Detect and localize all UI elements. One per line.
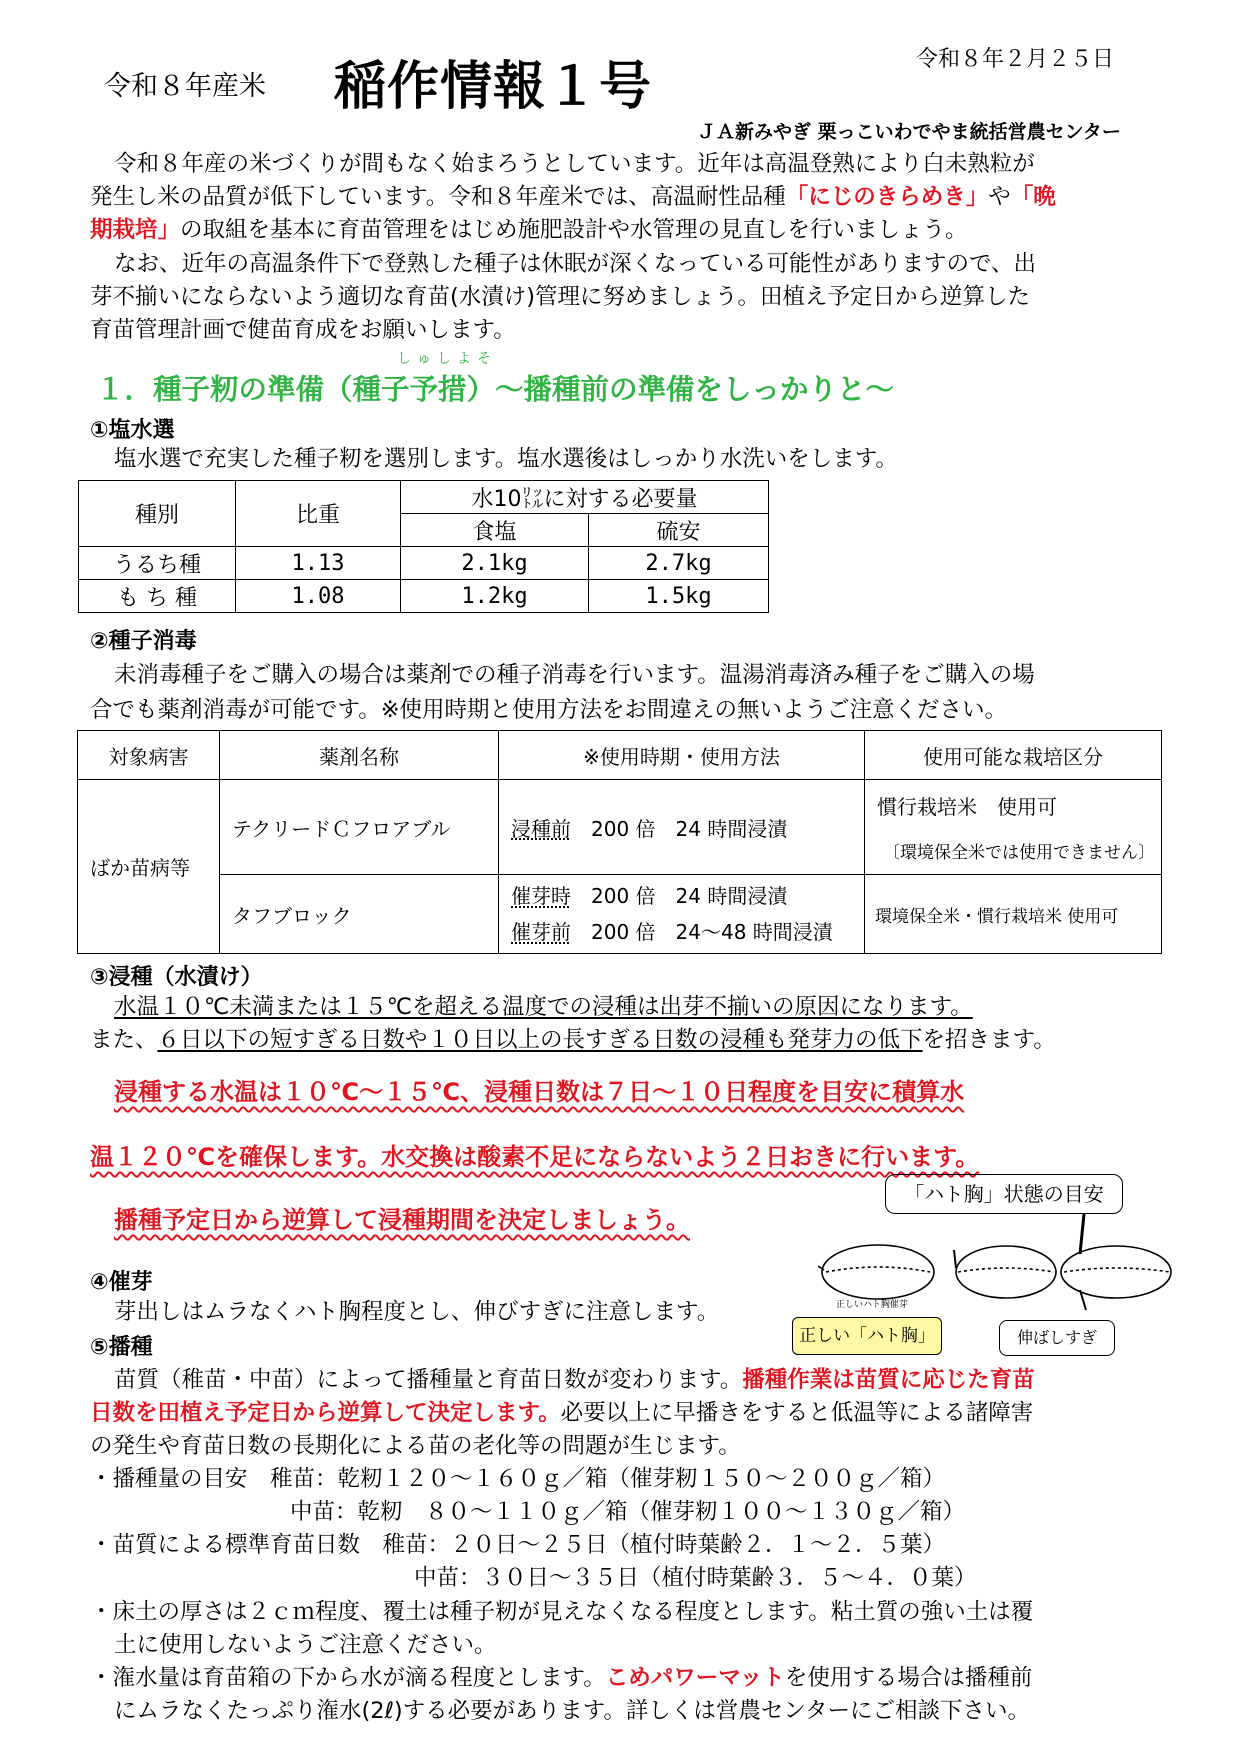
header-salt: 食塩 (401, 514, 589, 547)
intro-line: なお、近年の高温条件下で登熟した種子は休眠が深くなっている可能性がありますので、出 (114, 251, 1037, 277)
intro-line: 令和８年産の米づくりが間もなく始まろうとしています。近年は高温登熟により白未熟粒が (114, 151, 1035, 177)
sowing-bullet: ・床土の厚さは２ｃｍ程度、覆土は種子籾が見えなくなる程度とします。粘土質の強い土は覆 (90, 1599, 1034, 1625)
cell-disease: ばか苗病等 (78, 780, 220, 954)
sowing-highlight: 日数を田植え予定日から逆算して決定します。 (90, 1400, 561, 1426)
disinfection-text: 合でも薬剤消毒が可能です。※使用時期と使用方法をお間違えの無いようご注意ください。 (90, 697, 1008, 723)
seed-toolong (1061, 1214, 1171, 1310)
cell-gravity: 1.13 (236, 547, 401, 580)
cell-class (865, 780, 1162, 875)
timing-label: 催芽時 (511, 884, 571, 908)
cell-drug: タフブロック (220, 875, 499, 954)
salt-selection-title: ①塩水選 (90, 418, 175, 443)
section-ruby: しゅしよそ (397, 351, 497, 367)
soaking-title: ③浸種（水漬け） (90, 965, 263, 990)
soaking-emphasis: 浸種する水温は１０℃～１５℃、浸種日数は７日～１０日程度を目安に積算水 (114, 1078, 965, 1106)
table-row (78, 780, 1162, 875)
timing-label: 催芽前 (511, 920, 571, 944)
timing-label: 浸種前 (511, 816, 571, 841)
intro-line (90, 181, 1056, 214)
figure-small-caption: 正しいハト胸催芽 (836, 1300, 908, 1310)
intro-line: 芽不揃いにならないよう適切な育苗(水漬け)管理に努めましょう。田植え予定日から逆算した (90, 284, 1031, 310)
sowing-line: の発生や育苗日数の長期化による苗の老化等の問題が生じます。 (90, 1433, 741, 1459)
class-note: 〔環境保全米では使用できません〕 (883, 843, 1155, 863)
cell-method (499, 780, 865, 875)
table-row (79, 547, 769, 580)
cell-salt: 1.2kg (401, 580, 589, 613)
soaking-emphasis: 温１２０℃を確保します。水交換は酸素不足にならないよう２日おきに行います。 (90, 1143, 980, 1171)
table-row (79, 580, 769, 613)
sowing-text: 必要以上に早播きをすると低温等による諸障害 (560, 1400, 1034, 1426)
intro-line (90, 214, 968, 247)
method-line (511, 914, 864, 950)
cell-type: うるち種 (79, 547, 236, 580)
soaking-text-part: を招きます。 (922, 1027, 1056, 1053)
cell-class: 環境保全米・慣行栽培米 使用可 (865, 875, 1162, 954)
cell-sulfate: 1.5kg (589, 580, 769, 613)
header-gravity: 比重 (236, 481, 401, 547)
variety-highlight: 「にじのきらめき」 (785, 184, 989, 210)
correct-label: 正しい「ハト胸」 (792, 1317, 942, 1355)
organization: ＪＡ新みやぎ 栗っこいわでやま統括営農センター (697, 121, 1121, 143)
sowing-text: を使用する場合は播種前 (784, 1665, 1033, 1691)
sowing-bullet-sub: 中苗：３０日～３５日（植付時葉齢３．５～４．０葉） (414, 1565, 977, 1591)
sowing-bullet: ・苗質による標準育苗日数 稚苗：２０日～２５日（植付時葉齢２．１～２．５葉） (90, 1532, 946, 1558)
method-line (511, 878, 864, 914)
header-disease: 対象病害 (78, 731, 220, 780)
intro-text: の取組を基本に育苗管理をはじめ施肥設計や水管理の見直しを行いましょう。 (180, 217, 968, 243)
sowing-line (90, 1397, 1033, 1430)
late-cultivation-highlight: 「晩 (1010, 184, 1056, 210)
disinfection-table (77, 730, 1162, 954)
seed-correct (818, 1245, 934, 1299)
method-detail: 200 倍 24～48 時間浸漬 (591, 920, 833, 944)
cell-type: も ち 種 (79, 580, 236, 613)
sowing-text: ・潅水量は育苗箱の下から水が滴る程度とします。 (90, 1665, 606, 1691)
intro-text: や (988, 184, 1011, 210)
header-drug: 薬剤名称 (220, 731, 499, 780)
page-title: 稲作情報１号 (334, 57, 653, 117)
sowing-text: 苗質（稚苗・中苗）によって播種量と育苗日数が変わります。 (114, 1367, 743, 1393)
header-method: ※使用時期・使用方法 (499, 731, 865, 780)
header-ammonium-sulfate: 硫安 (589, 514, 769, 547)
header-type: 種別 (79, 481, 236, 547)
cell-sulfate: 2.7kg (589, 547, 769, 580)
toolong-label: 伸ばしすぎ (999, 1320, 1115, 1356)
intro-text: 発生し米の品質が低下しています。令和８年産米では、高温耐性品種 (90, 184, 786, 210)
sowing-bullet (90, 1662, 1032, 1695)
cell-gravity: 1.08 (236, 580, 401, 613)
soaking-text-underlined: ６日以下の短すぎる日数や１０日以上の長すぎる日数の浸種も発芽力の低下 (157, 1027, 923, 1053)
year-label: 令和８年産米 (104, 71, 266, 102)
section-heading: １．種子籾の準備（種子予措）～播種前の準備をしっかりと～ (96, 373, 895, 406)
disinfection-text: 未消毒種子をご購入の場合は薬剤での種子消毒を行います。温湯消毒済み種子をご購入の場 (114, 662, 1035, 688)
sprouting-title: ④催芽 (90, 1270, 153, 1295)
mat-highlight: こめパワーマット (605, 1665, 785, 1691)
soaking-emphasis: 播種予定日から逆算して浸種期間を決定しましょう。 (114, 1206, 690, 1234)
cell-salt: 2.1kg (401, 547, 589, 580)
figure-title-box: 「ハト胸」状態の目安 (885, 1174, 1123, 1214)
table-row (78, 875, 1162, 954)
header-class: 使用可能な栽培区分 (865, 731, 1162, 780)
late-cultivation-highlight: 期栽培」 (90, 217, 181, 243)
method-detail: 200 倍 24 時間浸漬 (591, 884, 788, 908)
intro-line: 育苗管理計画で健苗育成をお願いします。 (90, 317, 516, 343)
soaking-text (90, 1024, 1056, 1057)
salt-selection-text: 塩水選で充実した種子籾を選別します。塩水選後はしっかり水洗いをします。 (114, 446, 898, 472)
salt-selection-table (78, 480, 769, 613)
sprouting-text: 芽出しはムラなくハト胸程度とし、伸びすぎに注意します。 (114, 1299, 720, 1325)
soaking-text-part: また、 (90, 1027, 158, 1053)
disinfection-title: ②種子消毒 (90, 629, 197, 654)
sowing-bullet-sub: 中苗：乾籾 ８０～１１０ｇ／箱（催芽籾１００～１３０ｇ／箱） (290, 1499, 966, 1525)
soaking-text: 水温１０℃未満または１５℃を超える温度での浸種は出芽不揃いの原因になります。 (114, 994, 973, 1020)
cell-drug: テクリードＣフロアブル (220, 780, 499, 875)
sowing-bullet-cont: 土に使用しないようご注意ください。 (114, 1632, 497, 1658)
sowing-bullet-cont: にムラなくたっぷり潅水(2ℓ)する必要があります。詳しくは営農センターにご相談下さい。 (114, 1698, 1030, 1724)
header-required-amount: 水10㍑に対する必要量 (401, 481, 769, 514)
class-line: 慣行栽培米 使用可 (877, 795, 1057, 819)
sowing-line (114, 1364, 1035, 1397)
sowing-title: ⑤播種 (90, 1335, 153, 1360)
cell-method (499, 875, 865, 954)
issue-date: 令和８年２月２５日 (916, 47, 1115, 72)
method-detail: 200 倍 24 時間浸漬 (591, 816, 788, 841)
sowing-highlight: 播種作業は苗質に応じた育苗 (742, 1367, 1035, 1393)
seed-hatomune (954, 1246, 1056, 1298)
sowing-bullet: ・播種量の目安 稚苗：乾籾１２０～１６０ｇ／箱（催芽籾１５０～２００ｇ／箱） (90, 1466, 946, 1492)
